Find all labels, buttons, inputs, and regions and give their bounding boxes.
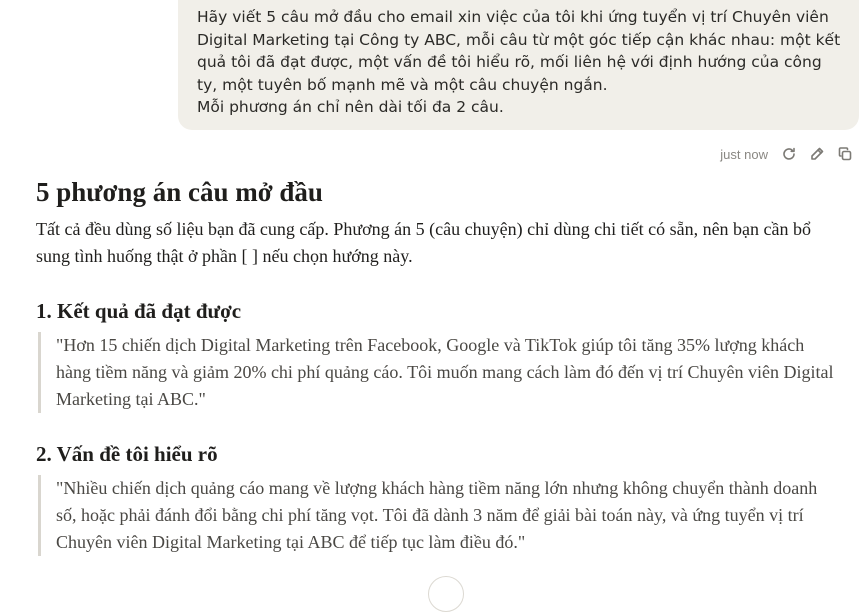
assistant-response	[36, 172, 836, 556]
retry-icon[interactable]	[780, 145, 798, 163]
scroll-down-button[interactable]	[428, 576, 464, 612]
response-title: 5 phương án câu mở đầu	[36, 177, 323, 207]
option-heading: 2. Vấn đề tôi hiểu rõ	[36, 442, 218, 466]
copy-icon[interactable]	[836, 145, 854, 163]
option-2	[36, 439, 836, 556]
option-heading: 1. Kết quả đã đạt được	[36, 299, 242, 323]
option-quote: "Hơn 15 chiến dịch Digital Marketing trên Facebook, Google và TikTok giúp tôi tăng 35% lượng khách hàng tiềm năng và giảm 20% chi phí quảng cáo. Tôi muốn mang cách làm đó đến vị trí Chuyên viên Digital Marketing tại ABC."	[38, 332, 836, 413]
option-quote: "Nhiều chiến dịch quảng cáo mang về lượng khách hàng tiềm năng lớn nhưng không chuyển thành doanh số, hoặc phải đánh đổi bằng chi phí tăng vọt. Tôi đã dành 3 năm để giải bài toán này, và ứng tuyển vị trí Chuyên viên Digital Marketing tại ABC để tiếp tục làm điều đó."	[38, 475, 836, 556]
message-timestamp: just now	[720, 146, 768, 162]
user-message-bubble: Hãy viết 5 câu mở đầu cho email xin việc của tôi khi ứng tuyển vị trí Chuyên viên Digital Marketing tại Công ty ABC, mỗi câu từ một góc tiếp cận khác nhau: một kết quả tôi đã đạt được, một vấn đề tôi hiểu rõ, mối liên hệ với định hướng của công ty, một tuyên bố mạnh mẽ và một câu chuyện ngắn. Mỗi phương án chỉ nên dài tối đa 2 câu.	[178, 0, 859, 130]
response-intro: Tất cả đều dùng số liệu bạn đã cung cấp. Phương án 5 (câu chuyện) chỉ dùng chi tiết có sẵn, nên bạn cần bổ sung tình huống thật ở phần [ ] nếu chọn hướng này.	[36, 219, 812, 266]
edit-icon[interactable]	[808, 145, 826, 163]
message-actions	[720, 143, 854, 165]
option-1	[36, 296, 836, 413]
